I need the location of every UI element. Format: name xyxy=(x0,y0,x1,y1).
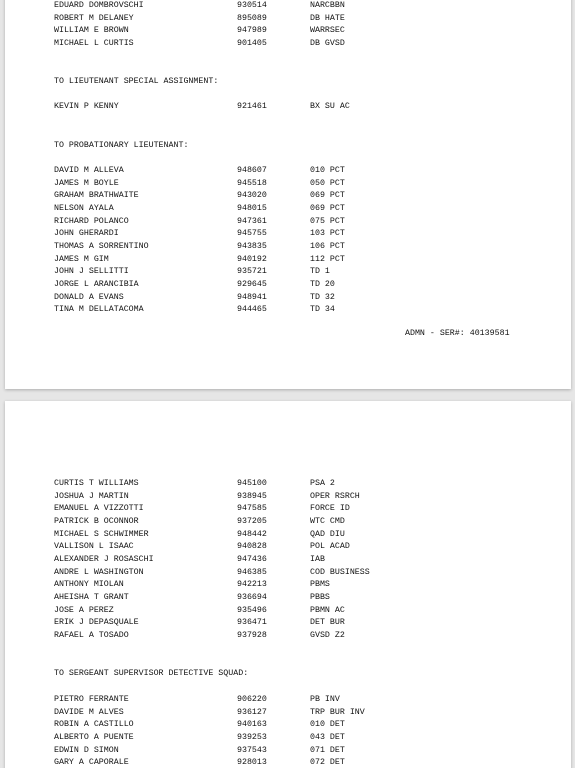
command: IAB xyxy=(310,554,325,564)
officer-name: RICHARD POLANCO xyxy=(54,216,129,226)
command: PB INV xyxy=(310,695,340,704)
officer-name: ROBERT M DELANEY xyxy=(54,13,134,23)
tax-id: 940163 xyxy=(237,720,267,730)
tax-id: 948442 xyxy=(237,529,267,539)
officer-name: WILLIAM E BROWN xyxy=(54,26,129,36)
tax-id: 940828 xyxy=(237,542,267,552)
command: WTC CMD xyxy=(310,516,345,526)
command: DB GVSD xyxy=(310,38,345,48)
officer-name: EDUARD DOMBROVSCHI xyxy=(54,1,144,10)
command: 106 PCT xyxy=(310,241,345,251)
tax-id: 929645 xyxy=(237,279,267,289)
tax-id: 940192 xyxy=(237,254,267,264)
tax-id: 936471 xyxy=(237,618,267,628)
tax-id: 948941 xyxy=(237,292,267,302)
officer-name: TINA M DELLATACOMA xyxy=(54,305,144,315)
officer-name: JAMES M BOYLE xyxy=(54,178,119,188)
officer-name: EMANUEL A VIZZOTTI xyxy=(54,504,144,514)
officer-name: GRAHAM BRATHWAITE xyxy=(54,191,139,201)
officer-name: ALBERTO A PUENTE xyxy=(54,732,134,742)
tax-id: 947989 xyxy=(237,26,267,36)
officer-name: GARY A CAPORALE xyxy=(54,758,129,768)
command: PBMN AC xyxy=(310,605,345,615)
tax-id: 938945 xyxy=(237,491,267,501)
tax-id: 901405 xyxy=(237,38,267,48)
tax-id: 937205 xyxy=(237,516,267,526)
serial-number: ADMN - SER#: 40139581 xyxy=(405,329,510,338)
tax-id: 947585 xyxy=(237,504,267,514)
command: PBMS xyxy=(310,580,330,590)
command: WARRSEC xyxy=(310,26,345,36)
command: FORCE ID xyxy=(310,504,350,514)
officer-name: THOMAS A SORRENTINO xyxy=(54,241,149,251)
tax-id: 943020 xyxy=(237,191,267,201)
officer-name: JOHN J SELLITTI xyxy=(54,267,129,277)
tax-id: 936694 xyxy=(237,592,267,602)
tax-id: 945518 xyxy=(237,178,267,188)
officer-name: RAFAEL A TOSADO xyxy=(54,630,129,640)
officer-name: MICHAEL S SCHWIMMER xyxy=(54,529,149,539)
tax-id: 906220 xyxy=(237,695,267,704)
command: PSA 2 xyxy=(310,479,335,488)
officer-name: JOSHUA J MARTIN xyxy=(54,491,129,501)
officer-name: ROBIN A CASTILLO xyxy=(54,720,134,730)
command: 075 PCT xyxy=(310,216,345,226)
command: NARCBBN xyxy=(310,1,345,10)
command: 010 PCT xyxy=(310,166,345,175)
tax-id: 930514 xyxy=(237,1,267,10)
tax-id: 928013 xyxy=(237,758,267,768)
officer-name: JOSE A PEREZ xyxy=(54,605,114,615)
command: OPER RSRCH xyxy=(310,491,360,501)
officer-name: EDWIN D SIMON xyxy=(54,745,119,755)
tax-id: 895089 xyxy=(237,13,267,23)
tax-id: 945755 xyxy=(237,229,267,239)
command: 010 DET xyxy=(310,720,345,730)
command: DET BUR xyxy=(310,618,345,628)
tax-id: 947361 xyxy=(237,216,267,226)
command: TD 1 xyxy=(310,267,330,277)
tax-id: 937928 xyxy=(237,630,267,640)
document-page-1 xyxy=(5,0,571,389)
command: TRP BUR INV xyxy=(310,707,365,717)
officer-name: KEVIN P KENNY xyxy=(54,102,119,111)
tax-id: 943835 xyxy=(237,241,267,251)
officer-name: ERIK J DEPASQUALE xyxy=(54,618,139,628)
officer-name: ANDRE L WASHINGTON xyxy=(54,567,144,577)
tax-id: 921461 xyxy=(237,102,267,111)
command: 072 DET xyxy=(310,758,345,768)
officer-name: DONALD A EVANS xyxy=(54,292,124,302)
tax-id: 935496 xyxy=(237,605,267,615)
officer-name: JAMES M GIM xyxy=(54,254,109,264)
section-heading-special-assignment: TO LIEUTENANT SPECIAL ASSIGNMENT: xyxy=(54,77,219,86)
command: 043 DET xyxy=(310,732,345,742)
officer-name: PATRICK B OCONNOR xyxy=(54,516,139,526)
officer-name: ANTHONY MIOLAN xyxy=(54,580,124,590)
officer-name: DAVIDE M ALVES xyxy=(54,707,124,717)
command: PBBS xyxy=(310,592,330,602)
section-heading-probationary-lieutenant: TO PROBATIONARY LIEUTENANT: xyxy=(54,141,189,150)
command: QAD DIU xyxy=(310,529,345,539)
command: DB HATE xyxy=(310,13,345,23)
command: 071 DET xyxy=(310,745,345,755)
officer-name: ALEXANDER J ROSASCHI xyxy=(54,554,154,564)
document-page-2 xyxy=(5,401,571,768)
command: TD 32 xyxy=(310,292,335,302)
tax-id: 948015 xyxy=(237,203,267,213)
command: COD BUSINESS xyxy=(310,567,370,577)
command: 112 PCT xyxy=(310,254,345,264)
officer-name: PIETRO FERRANTE xyxy=(54,695,129,704)
tax-id: 942213 xyxy=(237,580,267,590)
tax-id: 935721 xyxy=(237,267,267,277)
command: POL ACAD xyxy=(310,542,350,552)
officer-name: AHEISHA T GRANT xyxy=(54,592,129,602)
officer-name: NELSON AYALA xyxy=(54,203,114,213)
officer-name: JOHN GHERARDI xyxy=(54,229,119,239)
tax-id: 936127 xyxy=(237,707,267,717)
command: TD 20 xyxy=(310,279,335,289)
tax-id: 937543 xyxy=(237,745,267,755)
tax-id: 946385 xyxy=(237,567,267,577)
command: 069 PCT xyxy=(310,203,345,213)
command: 103 PCT xyxy=(310,229,345,239)
tax-id: 948607 xyxy=(237,166,267,175)
officer-name: JORGE L ARANCIBIA xyxy=(54,279,139,289)
command: 069 PCT xyxy=(310,191,345,201)
command: 050 PCT xyxy=(310,178,345,188)
command: BX SU AC xyxy=(310,102,350,111)
officer-name: MICHAEL L CURTIS xyxy=(54,38,134,48)
officer-name: CURTIS T WILLIAMS xyxy=(54,479,139,488)
command: TD 34 xyxy=(310,305,335,315)
command: GVSD Z2 xyxy=(310,630,345,640)
tax-id: 944465 xyxy=(237,305,267,315)
officer-name: VALLISON L ISAAC xyxy=(54,542,134,552)
tax-id: 939253 xyxy=(237,732,267,742)
officer-name: DAVID M ALLEVA xyxy=(54,166,124,175)
tax-id: 945100 xyxy=(237,479,267,488)
section-heading-sergeant-supervisor: TO SERGEANT SUPERVISOR DETECTIVE SQUAD: xyxy=(54,669,249,678)
tax-id: 947436 xyxy=(237,554,267,564)
